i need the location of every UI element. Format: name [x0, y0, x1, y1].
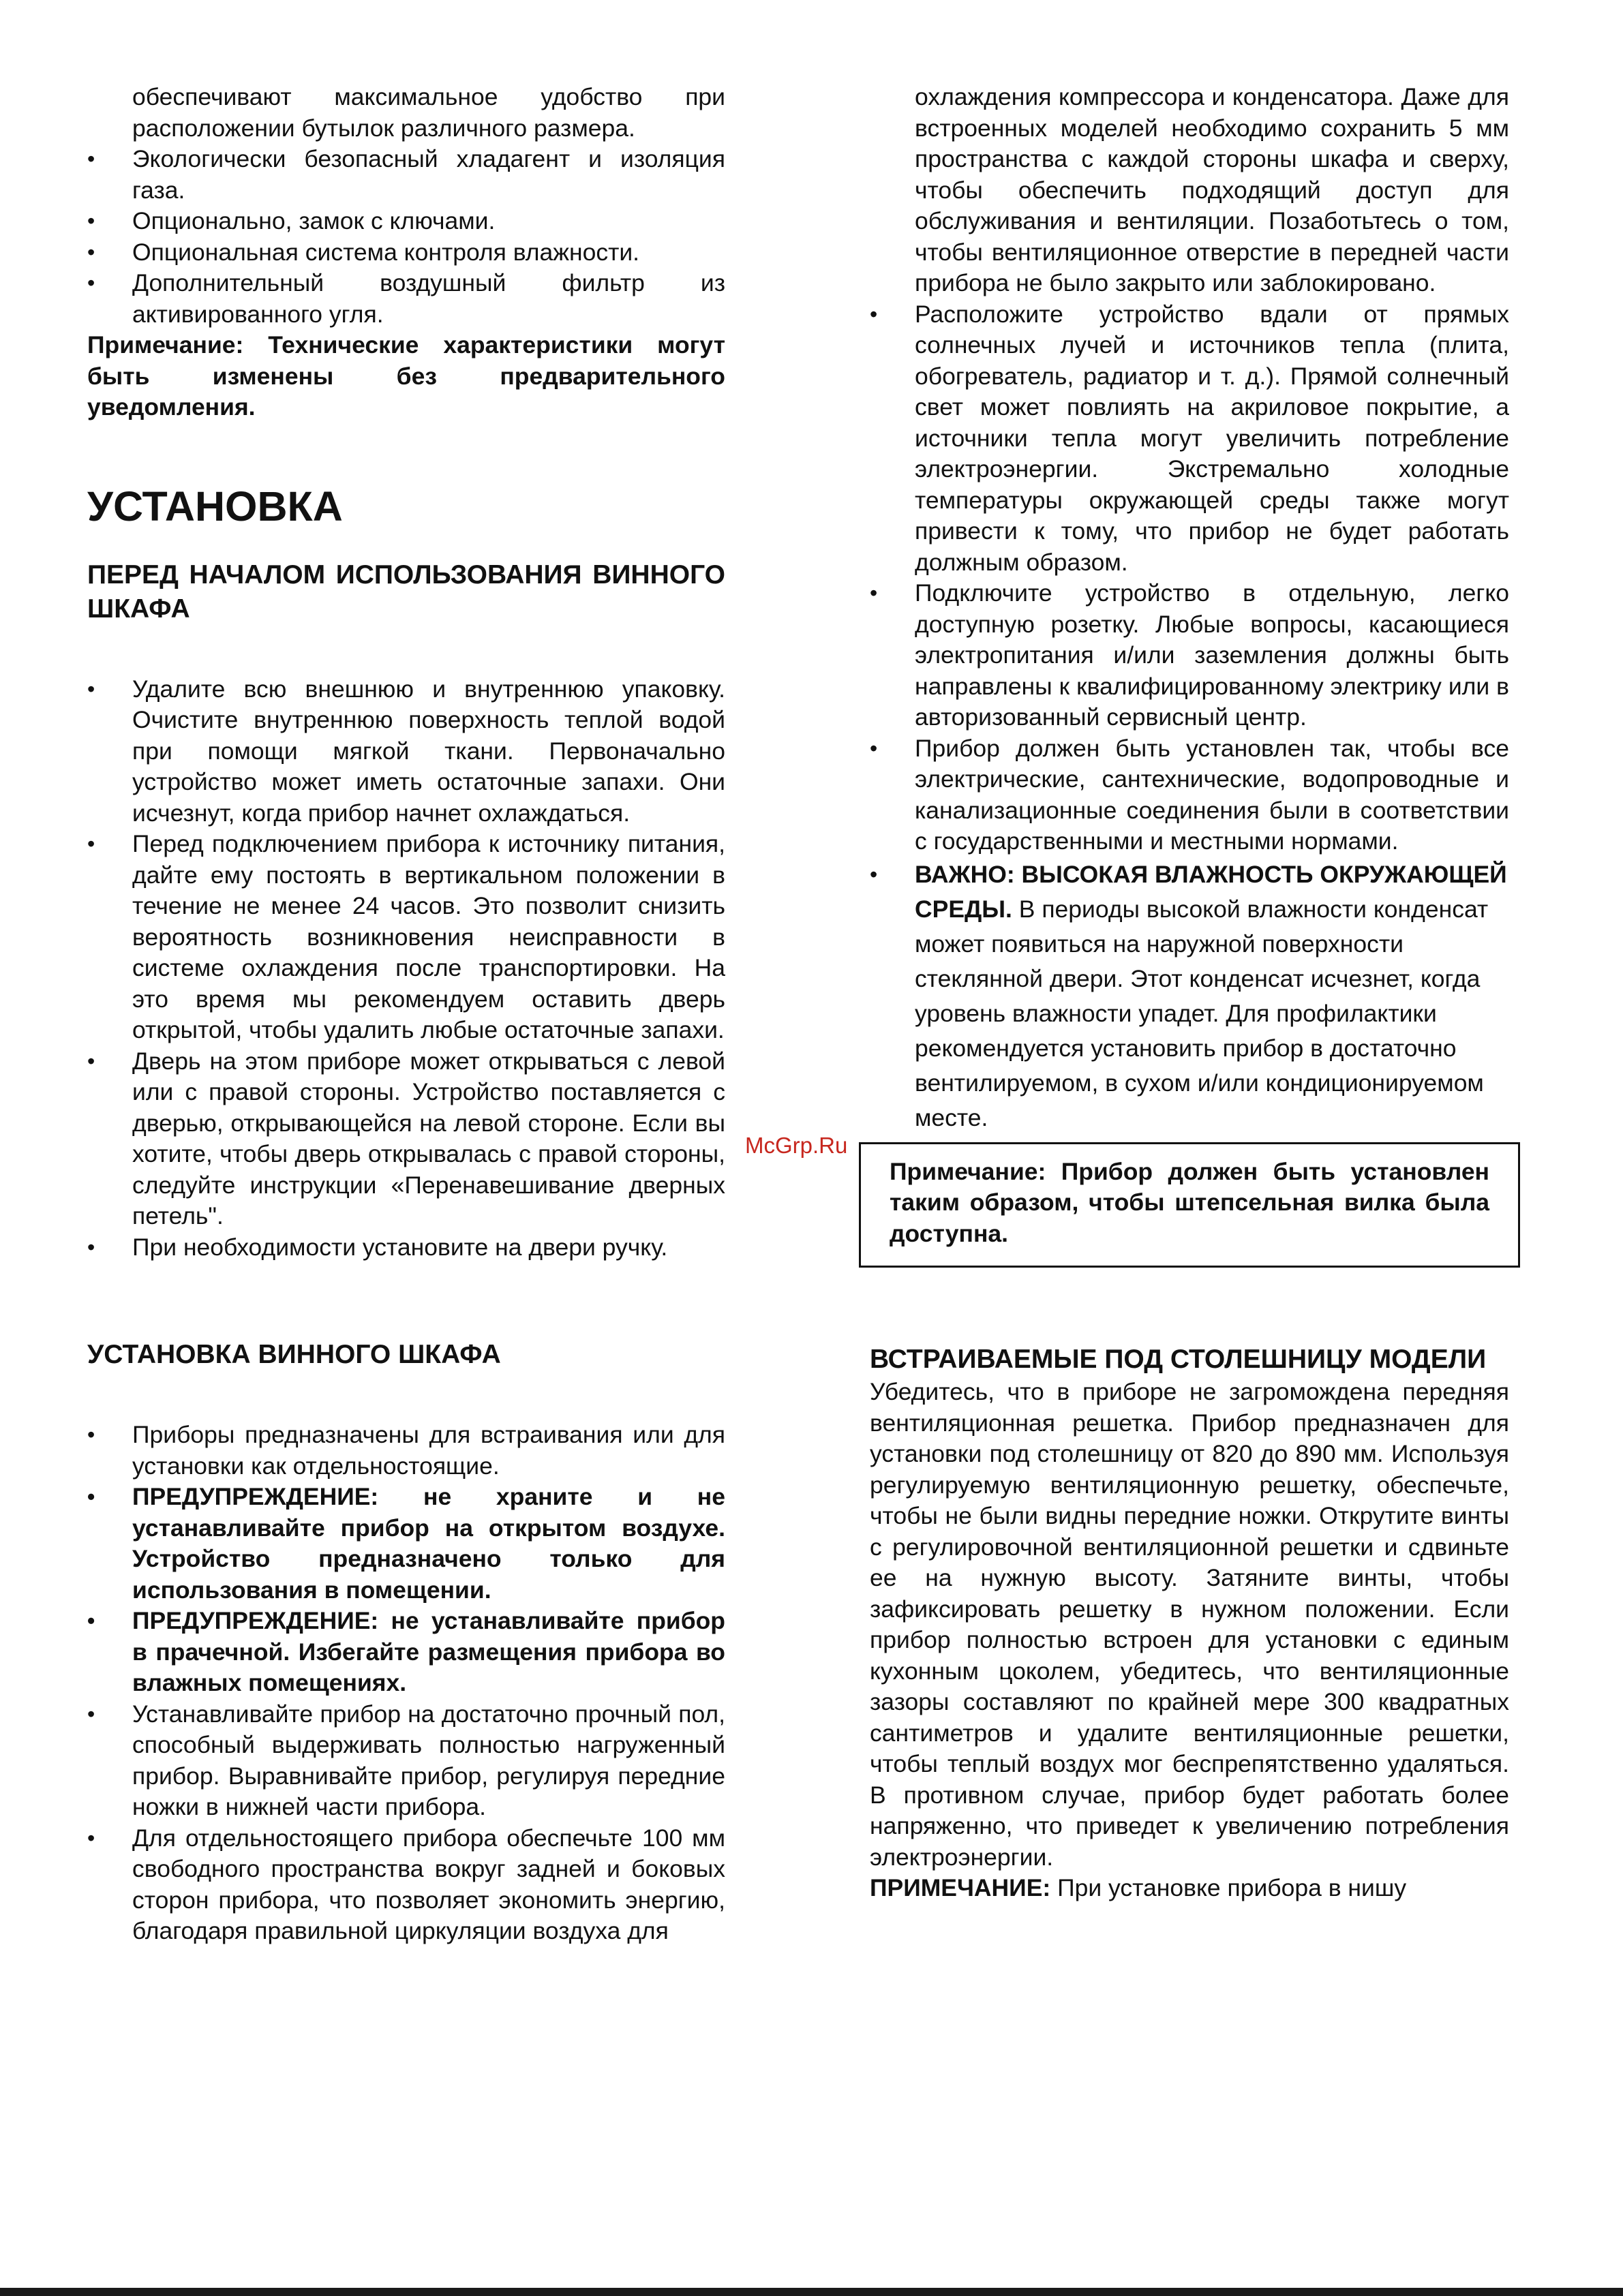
warning-item: • ПРЕДУПРЕЖДЕНИЕ: не храните и не устанавливайте прибор на открытом воздухе. Устройство предназначено только для использования в помещении.: [87, 1482, 725, 1606]
list-item: • Опциональная система контроля влажности.: [87, 237, 725, 269]
continued-paragraph: охлаждения компрессора и конденсатора. Даже для встроенных моделей необходимо сохранить 5 мм пространства с каждой стороны шкафа и сверху, чтобы обеспечить подходящий доступ для обслуживания и вентиляции. Позаботьтесь о том, чтобы вентиляционное отверстие в передней части прибора не было закрыто или заблокировано.: [915, 83, 1509, 296]
list-item: • Экологически безопасный хладагент и изоляция газа.: [87, 144, 725, 206]
list-item: • Расположите устройство вдали от прямых солнечных лучей и источников тепла (плита, обогреватель, радиатор и т. д.). Прямой солнечный свет может повлиять на акриловое покрытие, а источники тепла могут увеличить потребление электроэнергии. Экстремально холодные температуры окружающей среды также могут привести к тому, что прибор не будет работать должным образом.: [870, 299, 1509, 579]
final-note: [870, 1873, 1509, 1904]
list-item: • При необходимости установите на двери ручку.: [87, 1232, 725, 1264]
list-item: • Для отдельностоящего прибора обеспечьте 100 мм свободного пространства вокруг задней и боковых сторон прибора, что позволяет экономить энергию, благодаря правильной циркуляции воздуха для: [87, 1823, 725, 1947]
list-item: • Дополнительный воздушный фильтр из активированного угля.: [87, 268, 725, 330]
list-item: • Приборы предназначены для встраивания или для установки как отдельностоящие.: [87, 1420, 725, 1482]
humidity-text: В периоды высокой влажности конденсат может появиться на наружной поверхности стеклянной двери. Этот конденсат исчезнет, когда уровень влажности упадет. Для профилактики рекомендуется установить прибор в достаточно вентилируемом, в сухом и/или кондиционируемом месте.: [915, 895, 1489, 1131]
final-note-label: ПРИМЕЧАНИЕ:: [870, 1874, 1051, 1901]
builtin-paragraph: Убедитесь, что в приборе не загромождена передняя вентиляционная решетка. Прибор предназначен для установки под столешницу от 820 до 890 мм. Используя регулируемую вентиляционную решетку, обеспечьте, чтобы не были видны передние ножки. Открутите винты с регулировочной вентиляционной решетки и сдвиньте ее на нужную высоту. Затяните винты, чтобы зафиксировать решетку в нужном положении. Если прибор полностью встроен для установки с единым кухонным цоколем, убедитесь, что вентиляционные зазоры составляют по крайней мере 300 квадратных сантиметров и удалите вентиляционные решетки, чтобы теплый воздух мог беспрепятственно удаляться. В противном случае, прибор будет работать более напряженно, что приведет к увеличению потребления электроэнергии.: [870, 1378, 1509, 1871]
right-column: [870, 82, 1509, 1904]
watermark: McGrp.Ru: [745, 1133, 848, 1158]
install-heading: УСТАНОВКА ВИННОГО ШКАФА: [87, 1340, 501, 1369]
builtin-heading: ВСТРАИВАЕМЫЕ ПОД СТОЛЕШНИЦУ МОДЕЛИ: [870, 1345, 1487, 1374]
left-column: [87, 82, 725, 1947]
humidity-title: ВАЖНО: ВЫСОКАЯ ВЛАЖНОСТЬ ОКРУЖАЮЩЕЙ СРЕДЫ.: [915, 860, 1507, 923]
before-use-heading: ПЕРЕД НАЧАЛОМ ИСПОЛЬЗОВАНИЯ ВИННОГО ШКАФА: [87, 560, 725, 624]
list-item: • Опционально, замок с ключами.: [87, 206, 725, 237]
humidity-item: [870, 857, 1509, 1135]
before-use-list: [87, 674, 725, 1264]
features-list: [87, 144, 725, 330]
list-item: • Перед подключением прибора к источнику питания, дайте ему постоять в вертикальном положении в течение не менее 24 часов. Это позволит снизить вероятность возникновения неисправности в системе охлаждения после транспортировки. На это время мы рекомендуем оставить дверь открытой, чтобы удалить любые остаточные запахи.: [87, 829, 725, 1046]
list-item: • Дверь на этом приборе может открываться с левой или с правой стороны. Устройство поставляется с дверью, открывающейся на левой стороне. Если вы хотите, чтобы дверь открывалась с правой стороны, следуйте инструкции «Перенавешивание дверных петель".: [87, 1046, 725, 1232]
spec-note: Примечание: Технические характеристики могут быть изменены без предварительного уведомления.: [87, 331, 725, 420]
list-item: • Удалите всю внешнюю и внутреннюю упаковку. Очистите внутреннюю поверхность теплой водой при помощи мягкой ткани. Первоначально устройство может иметь остаточные запахи. Они исчезнут, когда прибор начнет охлаждаться.: [87, 674, 725, 829]
note-box: Примечание: Прибор должен быть установлен таким образом, чтобы штепсельная вилка была доступна.: [859, 1142, 1520, 1268]
warning-item: • ПРЕДУПРЕЖДЕНИЕ: не устанавливайте прибор в прачечной. Избегайте размещения прибора во влажных помещениях.: [87, 1606, 725, 1699]
install-list: [87, 1420, 725, 1947]
section-title: УСТАНОВКА: [87, 483, 343, 530]
list-item: • Прибор должен быть установлен так, чтобы все электрические, сантехнические, водопроводные и канализационные соединения были в соответствии с государственными и местными нормами.: [870, 733, 1509, 857]
final-note-text: При установке прибора в нишу: [1057, 1874, 1407, 1901]
bottom-border: [0, 2288, 1623, 2296]
list-item: • Устанавливайте прибор на достаточно прочный пол, способный выдерживать полностью нагруженный прибор. Выравнивайте прибор, регулируя передние ножки в нижней части прибора.: [87, 1699, 725, 1823]
placement-list: [870, 299, 1509, 1135]
continued-paragraph: обеспечивают максимальное удобство при расположении бутылок различного размера.: [132, 83, 725, 142]
list-item: • Подключите устройство в отдельную, легко доступную розетку. Любые вопросы, касающиеся электропитания и/или заземления должны быть направлены к квалифицированному электрику или в авторизованный сервисный центр.: [870, 578, 1509, 733]
